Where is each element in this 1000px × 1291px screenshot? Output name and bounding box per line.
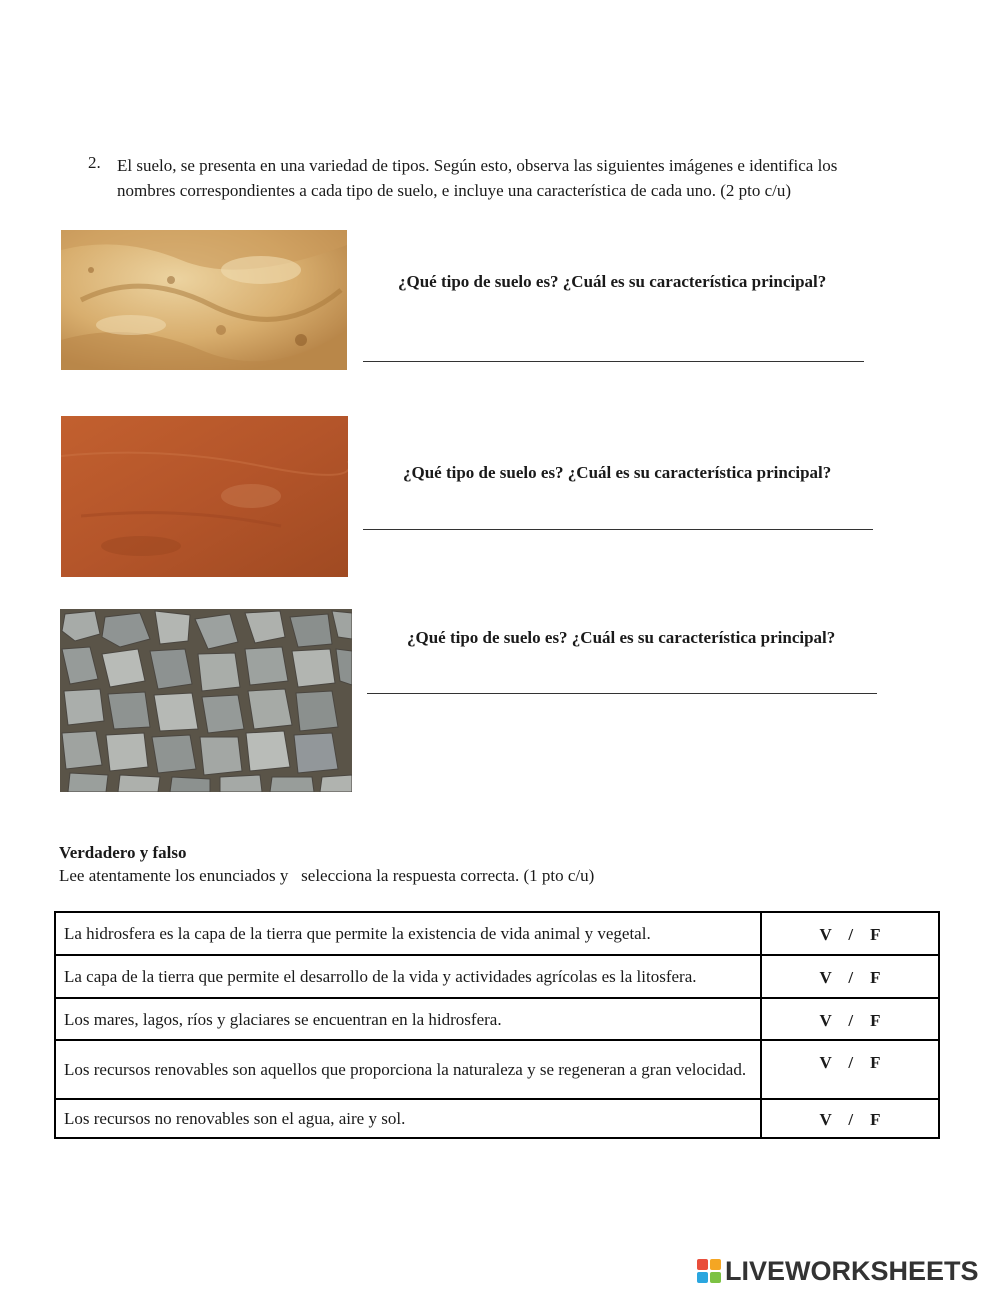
statement-5: Los recursos no renovables son el agua, aire y sol. [55,1099,761,1138]
true-false-title: Verdadero y falso [59,843,187,862]
soil-prompt-1: ¿Qué tipo de suelo es? ¿Cuál es su característica principal? [398,272,827,291]
soil-prompt-2: ¿Qué tipo de suelo es? ¿Cuál es su característica principal? [403,463,832,482]
table-row [55,1099,939,1138]
vf-option-2[interactable]: V / F [761,955,939,998]
rocky-soil-image [60,609,352,792]
table-row [55,912,939,955]
table-row [55,955,939,998]
sandy-soil-image [61,230,347,370]
true-false-table [54,911,940,1139]
table-row [55,998,939,1040]
clay-soil-image [61,416,348,577]
logo-text: LIVEWORKSHEETS [725,1255,979,1286]
vf-option-4[interactable]: V / F [761,1040,939,1099]
liveworksheets-logo[interactable] [697,1256,979,1286]
answer-line-1[interactable] [363,361,864,362]
statement-4: Los recursos renovables son aquellos que proporciona la naturaleza y se regeneran a gran velocidad. [55,1040,761,1099]
answer-line-2[interactable] [363,529,873,530]
statement-2: La capa de la tierra que permite el desarrollo de la vida y actividades agrícolas es la litosfera. [55,955,761,998]
table-row [55,1040,939,1099]
soil-prompt-3: ¿Qué tipo de suelo es? ¿Cuál es su característica principal? [407,628,836,647]
true-false-instructions: Lee atentamente los enunciados y selecciona la respuesta correcta. (1 pto c/u) [59,866,595,885]
vf-option-3[interactable]: V / F [761,998,939,1040]
question-text: El suelo, se presenta en una variedad de tipos. Según esto, observa las siguientes imágenes e identifica los nombres correspondientes a cada tipo de suelo, e incluye una característica de cada uno. (2 pto c/u) [117,156,838,200]
statement-1: La hidrosfera es la capa de la tierra que permite la existencia de vida animal y vegetal. [55,912,761,955]
question-number: 2. [88,153,101,172]
vf-option-5[interactable]: V / F [761,1099,939,1138]
statement-3: Los mares, lagos, ríos y glaciares se encuentran en la hidrosfera. [55,998,761,1040]
answer-line-3[interactable] [367,693,877,694]
vf-option-1[interactable]: V / F [761,912,939,955]
liveworksheets-logo-icon [697,1259,721,1283]
